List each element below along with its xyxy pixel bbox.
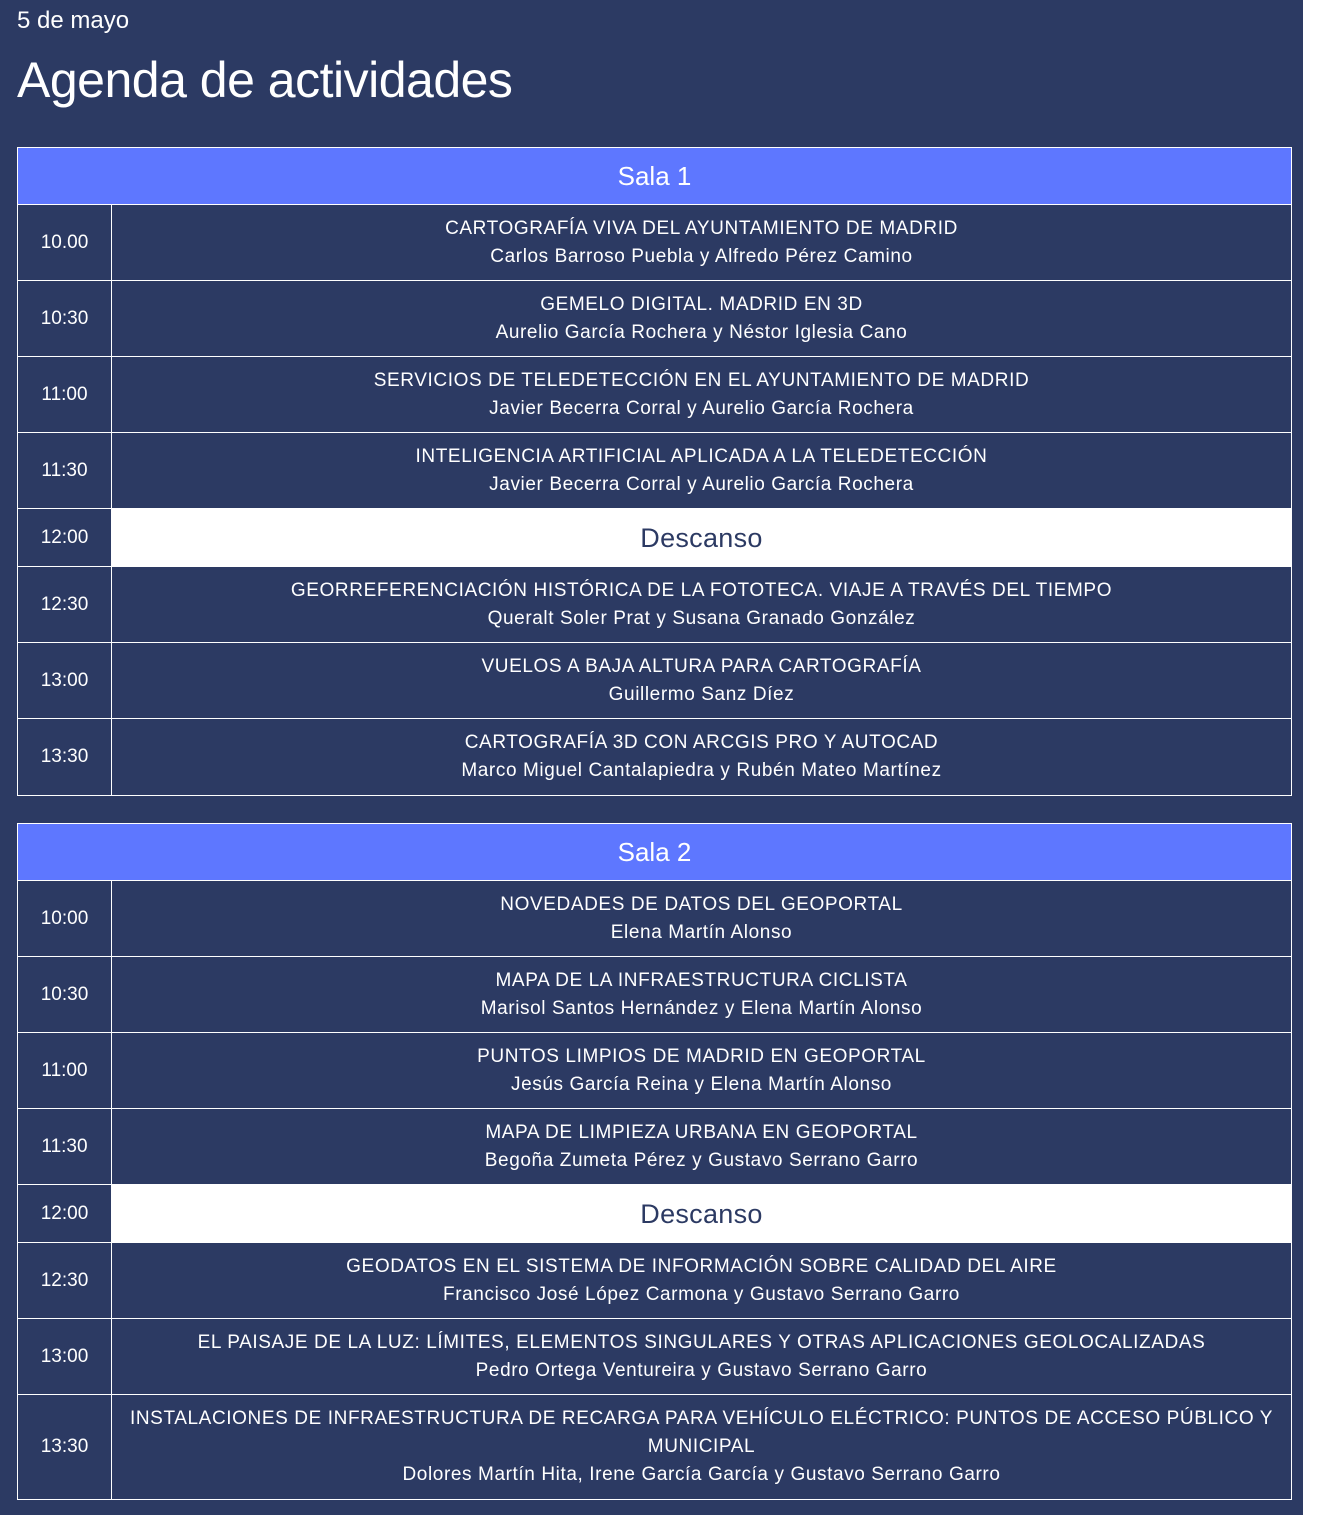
- session-content: [112, 1395, 1291, 1499]
- session-speakers: Elena Martín Alonso: [610, 921, 793, 943]
- session-title: GEODATOS EN EL SISTEMA DE INFORMACIÓN SOBRE CALIDAD DEL AIRE: [346, 1255, 1057, 1277]
- session-row: [18, 433, 1291, 509]
- break-label: Descanso: [112, 1185, 1291, 1242]
- session-speakers: Begoña Zumeta Pérez y Gustavo Serrano Garro: [484, 1149, 919, 1171]
- agenda-date: 5 de mayo: [17, 7, 130, 34]
- session-title: GEMELO DIGITAL. MADRID EN 3D: [540, 293, 863, 315]
- session-row: [18, 357, 1291, 433]
- session-row: [18, 1033, 1291, 1109]
- session-content: [112, 1319, 1291, 1394]
- session-time: 13:00: [18, 1319, 112, 1394]
- session-time: 10:30: [18, 957, 112, 1032]
- session-speakers: Javier Becerra Corral y Aurelio García Rochera: [489, 473, 914, 495]
- session-time: 10:30: [18, 281, 112, 356]
- session-time: 12:30: [18, 1243, 112, 1318]
- session-content: [112, 1243, 1291, 1318]
- session-speakers: Francisco José López Carmona y Gustavo Serrano Garro: [443, 1283, 960, 1305]
- session-row: [18, 281, 1291, 357]
- session-content: [112, 1033, 1291, 1108]
- session-title: VUELOS A BAJA ALTURA PARA CARTOGRAFÍA: [481, 655, 922, 677]
- session-title: GEORREFERENCIACIÓN HISTÓRICA DE LA FOTOTECA. VIAJE A TRAVÉS DEL TIEMPO: [290, 579, 1113, 601]
- session-row: [18, 1319, 1291, 1395]
- session-title: PUNTOS LIMPIOS DE MADRID EN GEOPORTAL: [477, 1045, 926, 1067]
- session-time: 11:00: [18, 357, 112, 432]
- session-row: [18, 205, 1291, 281]
- session-speakers: Guillermo Sanz Díez: [608, 683, 795, 705]
- session-speakers: Pedro Ortega Ventureira y Gustavo Serrano Garro: [475, 1359, 928, 1381]
- session-content: [112, 205, 1291, 280]
- session-row: [18, 1395, 1291, 1499]
- session-row: [18, 1243, 1291, 1319]
- session-row: [18, 1109, 1291, 1185]
- room-table-sala-1: [17, 147, 1292, 796]
- session-speakers: Marco Miguel Cantalapiedra y Rubén Mateo Martínez: [461, 760, 942, 781]
- session-content: [112, 357, 1291, 432]
- session-title: SERVICIOS DE TELEDETECCIÓN EN EL AYUNTAMIENTO DE MADRID: [373, 369, 1030, 391]
- session-title: CARTOGRAFÍA 3D CON ARCGIS PRO Y AUTOCAD: [464, 732, 939, 753]
- session-content: [112, 881, 1291, 956]
- room-table-sala-2: [17, 823, 1292, 1500]
- session-time: 13:30: [18, 1395, 112, 1499]
- break-row: [18, 509, 1291, 567]
- session-row: [18, 567, 1291, 643]
- session-speakers: Aurelio García Rochera y Néstor Iglesia Cano: [495, 321, 908, 343]
- session-speakers: Javier Becerra Corral y Aurelio García Rochera: [489, 397, 914, 419]
- session-content: [112, 281, 1291, 356]
- session-time: 12:00: [18, 509, 112, 566]
- session-speakers: Carlos Barroso Puebla y Alfredo Pérez Camino: [490, 245, 913, 267]
- session-title: MAPA DE LIMPIEZA URBANA EN GEOPORTAL: [485, 1121, 918, 1143]
- session-content: [112, 957, 1291, 1032]
- session-content: [112, 643, 1291, 718]
- session-time: 11:00: [18, 1033, 112, 1108]
- page-title: Agenda de actividades: [17, 52, 513, 108]
- session-content: [112, 433, 1291, 508]
- session-time: 13:30: [18, 719, 112, 795]
- break-label: Descanso: [112, 509, 1291, 566]
- session-title: NOVEDADES DE DATOS DEL GEOPORTAL: [500, 893, 903, 915]
- session-time: 12:00: [18, 1185, 112, 1242]
- session-content: [112, 1109, 1291, 1184]
- session-title: EL PAISAJE DE LA LUZ: LÍMITES, ELEMENTOS SINGULARES Y OTRAS APLICACIONES GEOLOCALIZADAS: [197, 1331, 1206, 1353]
- session-speakers: Dolores Martín Hita, Irene García García y Gustavo Serrano Garro: [402, 1464, 1001, 1485]
- session-row: [18, 881, 1291, 957]
- session-time: 13:00: [18, 643, 112, 718]
- session-speakers: Queralt Soler Prat y Susana Granado González: [487, 607, 916, 629]
- session-row: [18, 719, 1291, 795]
- session-time: 12:30: [18, 567, 112, 642]
- break-row: [18, 1185, 1291, 1243]
- session-row: [18, 957, 1291, 1033]
- session-row: [18, 643, 1291, 719]
- session-time: 10.00: [18, 205, 112, 280]
- session-time: 10:00: [18, 881, 112, 956]
- session-speakers: Jesús García Reina y Elena Martín Alonso: [511, 1073, 892, 1095]
- session-title: INSTALACIONES DE INFRAESTRUCTURA DE RECARGA PARA VEHÍCULO ELÉCTRICO: PUNTOS DE ACCESO PÚBLICO Y MUNICIPAL: [129, 1408, 1274, 1457]
- session-time: 11:30: [18, 433, 112, 508]
- room-header: Sala 1: [18, 148, 1291, 205]
- session-title: CARTOGRAFÍA VIVA DEL AYUNTAMIENTO DE MADRID: [445, 217, 958, 239]
- session-content: [112, 567, 1291, 642]
- room-header: Sala 2: [18, 824, 1291, 881]
- session-speakers: Marisol Santos Hernández y Elena Martín Alonso: [480, 997, 923, 1019]
- session-title: INTELIGENCIA ARTIFICIAL APLICADA A LA TELEDETECCIÓN: [415, 445, 988, 467]
- session-content: [112, 719, 1291, 795]
- session-time: 11:30: [18, 1109, 112, 1184]
- session-title: MAPA DE LA INFRAESTRUCTURA CICLISTA: [495, 969, 908, 991]
